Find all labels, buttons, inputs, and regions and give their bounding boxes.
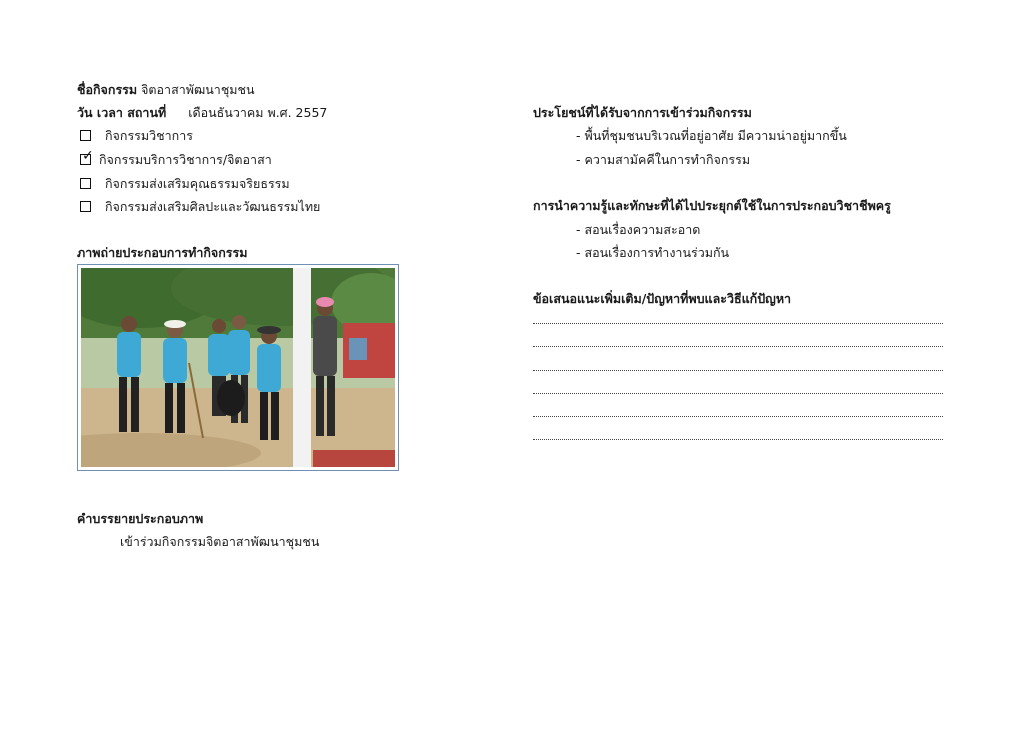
category-item [80,150,272,170]
suggestion-line[interactable] [533,439,943,440]
activity-datetime-line [77,103,327,123]
activity-photo-image [81,268,395,467]
category-label: กิจกรรมส่งเสริมศิลปะและวัฒนธรรมไทย [104,199,321,214]
category-item [80,174,290,194]
category-label: กิจกรรมวิชาการ [104,128,193,143]
caption-text: เข้าร่วมกิจกรรมจิตอาสาพัฒนาชุมชน [120,534,320,549]
activity-datetime-label: วัน เวลา สถานที่ [77,105,167,120]
photo-section-heading: ภาพถ่ายประกอบการทำกิจกรรม [77,245,248,260]
checkbox-unchecked[interactable] [80,201,91,212]
application-item: - สอนเรื่องความสะอาด [576,222,701,237]
activity-name-label: ชื่อกิจกรรม [77,82,138,97]
check-mark-icon: ✓ [82,148,94,164]
caption-heading: คำบรรยายประกอบภาพ [77,511,204,526]
activity-name-value: จิตอาสาพัฒนาชุมชน [141,82,255,97]
category-item [80,197,320,217]
benefits-item: - ความสามัคคีในการทำกิจกรรม [576,152,751,167]
suggestion-line[interactable] [533,346,943,347]
application-item: - สอนเรื่องการทำงานร่วมกัน [576,245,730,260]
application-heading: การนำความรู้และทักษะที่ได้ไปประยุกต์ใช้ในการประกอบวิชาชีพครู [533,198,891,213]
checkbox-unchecked[interactable] [80,130,91,141]
checkbox-checked[interactable] [80,148,94,165]
activity-photo [77,264,399,471]
suggestion-line[interactable] [533,393,943,394]
activity-datetime-value: เดือนธันวาคม พ.ศ. 2557 [188,105,328,120]
benefits-heading: ประโยชน์ที่ได้รับจากการเข้าร่วมกิจกรรม [533,105,752,120]
suggestion-line[interactable] [533,370,943,371]
suggestion-line[interactable] [533,323,943,324]
category-item [80,126,193,146]
benefits-item: - พื้นที่ชุมชนบริเวณที่อยู่อาศัย มีความน่าอยู่มากขึ้น [576,128,847,143]
category-label: กิจกรรมส่งเสริมคุณธรรมจริยธรรม [104,176,290,191]
checkbox-unchecked[interactable] [80,178,91,189]
category-label: กิจกรรมบริการวิชาการ/จิตอาสา [98,152,272,167]
suggestions-heading: ข้อเสนอแนะเพิ่มเติม/ปัญหาที่พบและวิธีแก้ปัญหา [533,291,792,306]
suggestion-line[interactable] [533,416,943,417]
activity-name-line [77,80,255,100]
